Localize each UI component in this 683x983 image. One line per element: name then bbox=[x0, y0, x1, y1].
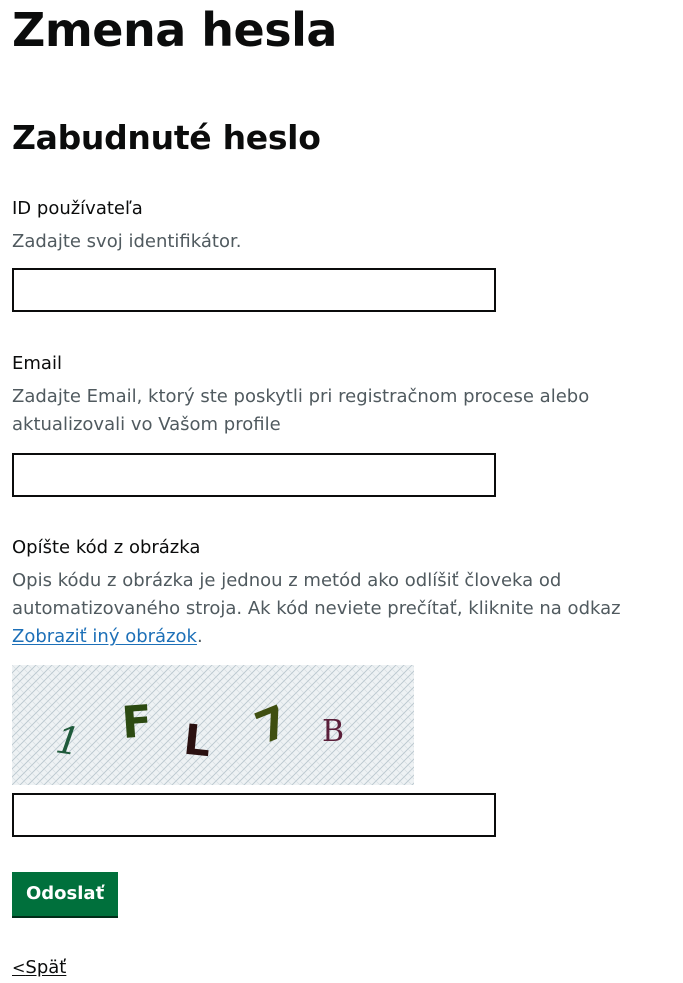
captcha-hint-text: Opis kódu z obrázka je jednou z metód ako odlíšiť človeka od automatizovaného stroja. Ak kód neviete prečítať, kliknite na odkaz bbox=[12, 570, 621, 619]
captcha-label: Opíšte kód z obrázka bbox=[12, 537, 201, 558]
submit-button[interactable]: Odoslať bbox=[12, 872, 118, 916]
page-title: Zmena hesla bbox=[12, 3, 337, 57]
email-hint: Zadajte Email, ktorý ste poskytli pri registračnom procese alebo aktualizovali vo Vašom profile bbox=[12, 386, 590, 435]
captcha-hint-period: . bbox=[196, 626, 203, 647]
section-title: Zabudnuté heslo bbox=[12, 118, 321, 157]
captcha-hint bbox=[12, 567, 680, 651]
back-link-label: Späť bbox=[25, 957, 67, 978]
captcha-input[interactable] bbox=[12, 793, 496, 837]
captcha-char-1: 1 bbox=[52, 717, 84, 765]
email-input[interactable] bbox=[12, 453, 496, 497]
user-id-hint: Zadajte svoj identifikátor. bbox=[12, 231, 242, 252]
back-link[interactable] bbox=[12, 956, 66, 980]
chevron-left-icon: < bbox=[12, 958, 26, 977]
show-other-image-link[interactable]: Zobraziť iný obrázok bbox=[12, 626, 197, 647]
captcha-image bbox=[12, 665, 414, 785]
email-label: Email bbox=[12, 353, 62, 374]
captcha-char-4: 7 bbox=[248, 695, 296, 755]
user-id-input[interactable] bbox=[12, 268, 496, 312]
user-id-label: ID používateľa bbox=[12, 198, 143, 219]
captcha-char-3: L bbox=[181, 714, 214, 767]
captcha-char-2: F bbox=[120, 696, 154, 749]
captcha-char-5: B bbox=[322, 714, 345, 749]
